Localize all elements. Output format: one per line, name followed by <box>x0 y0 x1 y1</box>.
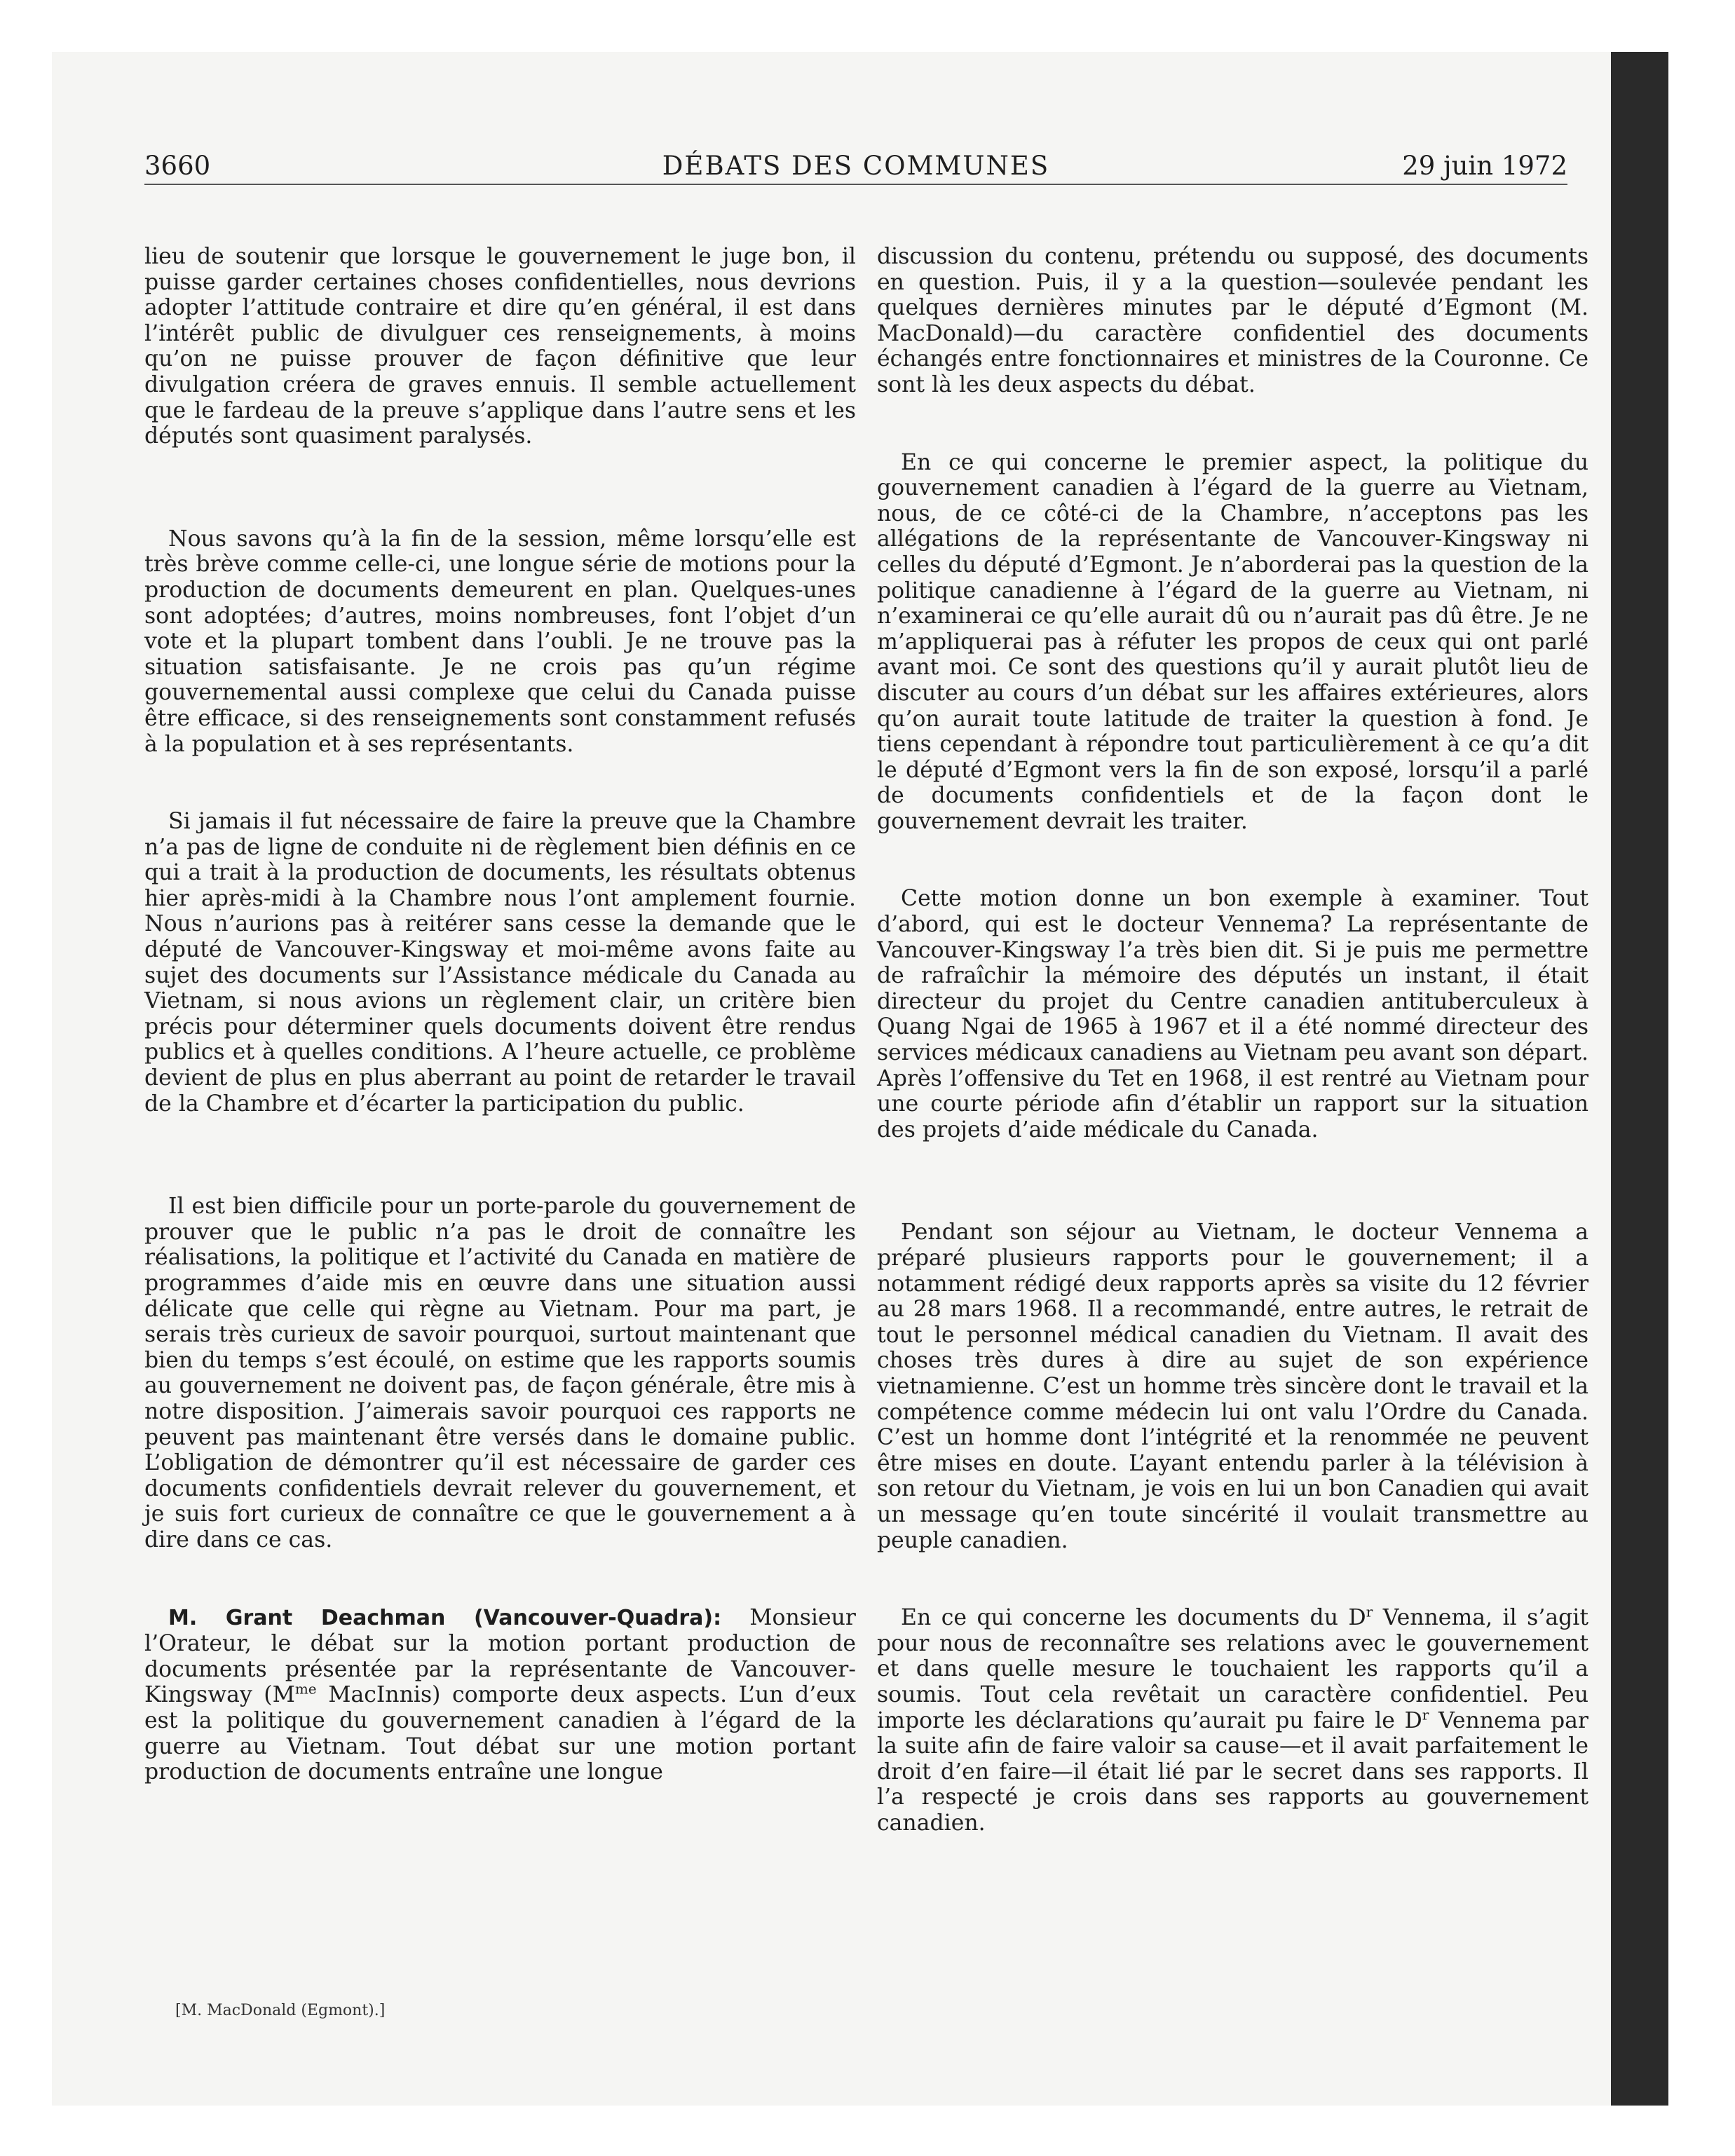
page-date: 29 juin 1972 <box>1402 151 1567 181</box>
paragraph-text: Vennema par la suite afin de faire valoir sa cause—et il avait parfaitement le droit d’en faire—il était lié par le secret dans ses rapports. Il l’a respecté je crois dans ses rapports au gouvernement canadien. <box>877 1707 1588 1836</box>
superscript: r <box>1366 1603 1373 1621</box>
speech-text: Monsieur l’Orateur, le débat sur la motion portant production de documents présentée par la représentante de Vancouver-Kingsway (M <box>144 1604 856 1708</box>
page-number: 3660 <box>144 151 211 181</box>
paragraph: Nous savons qu’à la fin de la session, même lorsqu’elle est très brève comme celle-ci, une longue série de motions pour la production de documents demeurent en plan. Quelques-unes sont adoptées; d’autres, moins nombreuses, font l’objet d’un vote et la plupart tombent dans l’oubli. Je ne trouve pas la situation satisfaisante. Je ne crois pas qu’un régime gouvernemental aussi complexe que celui du Canada puisse être efficace, si des renseignements sont constamment refusés à la population et à ses représentants. <box>144 526 856 757</box>
speech-text: MacInnis) comporte deux aspects. L’un d’eux est la politique du gouvernement canadien à l’égard de la guerre au Vietnam. Tout débat sur une motion portant production de documents entraîne une longue <box>144 1682 856 1785</box>
binding-edge <box>1611 52 1668 2106</box>
paragraph: Il est bien difficile pour un porte-parole du gouvernement de prouver que le public n’a pas le droit de connaître les réalisations, la politique et l’activité du Canada en matière de programmes d’aide mis en œuvre dans une situation aussi délicate que celle qui règne au Vietnam. Pour ma part, je serais très curieux de savoir pourquoi, surtout maintenant que bien du temps s’est écoulé, on estime que les rapports soumis au gouvernement ne doivent pas, de façon générale, être mis à notre disposition. J’aimerais savoir pourquoi ces rapports ne peuvent pas maintenant être versés dans le domaine public. L’obligation de démontrer qu’il est nécessaire de garder ces documents confidentiels devrait relever du gouvernement, et je suis fort curieux de connaître ce que le gouvernement a à dire dans ce cas. <box>144 1194 856 1553</box>
superscript: r <box>1422 1706 1429 1723</box>
footnote: [M. MacDonald (Egmont).] <box>175 2002 386 2019</box>
paragraph: En ce qui concerne le premier aspect, la politique du gouvernement canadien à l’égard de la guerre au Vietnam, nous, de ce côté-ci de la Chambre, n’acceptons pas les allégations de la représentante de Vancouver-Kingsway ni celles du député d’Egmont. Je n’aborderai pas la question de la politique canadienne à l’égard de la guerre au Vietnam, ni n’examinerai ce qu’elle aurait dû ou n’aurait pas dû être. Je ne m’appliquerai pas à réfuter les propos de ceux qui ont parlé avant moi. Ce sont des questions qu’il y aurait plutôt lieu de discuter au cours d’un débat sur les affaires extérieures, alors qu’on aurait toute latitude de traiter la question à fond. Je tiens cependant à répondre tout particulièrement à ce qu’a dit le député d’Egmont vers la fin de son exposé, lorsqu’il a parlé de documents confidentiels et de la façon dont le gouvernement devrait les traiter. <box>877 449 1588 834</box>
paragraph: Pendant son séjour au Vietnam, le docteur Vennema a préparé plusieurs rapports pour le gouvernement; il a notamment rédigé deux rapports après sa visite du 12 février au 28 mars 1968. Il a recommandé, entre autres, le retrait de tout le personnel médical canadien du Vietnam. Il avait des choses très dures à dire au sujet de son expérience vietnamienne. C’est un homme très sincère dont le travail et la compétence comme médecin lui ont valu l’Ordre du Canada. C’est un homme dont l’intégrité et la renommée ne peuvent être mises en doute. L’ayant entendu parler à la télévision à son retour du Vietnam, je vois en lui un bon Canadien qui avait un message qu’en toute sincérité il voulait transmettre au peuple canadien. <box>877 1220 1588 1553</box>
left-column <box>144 244 856 1785</box>
paragraph <box>877 1605 1588 1836</box>
paragraph: lieu de soutenir que lorsque le gouvernement le juge bon, il puisse garder certaines choses confidentielles, nous devrions adopter l’attitude contraire et dire qu’en général, il est dans l’intérêt public de divulguer ces renseignements, à moins qu’on ne puisse prouver de façon définitive que leur divulgation créera de graves ennuis. Il semble actuellement que le fardeau de la preuve s’applique dans l’autre sens et les députés sont quasiment paralysés. <box>144 244 856 449</box>
paragraph: Si jamais il fut nécessaire de faire la preuve que la Chambre n’a pas de ligne de conduite ni de règlement bien définis en ce qui a trait à la production de documents, les résultats obtenus hier après-midi à la Chambre nous l’ont amplement fournie. Nous n’aurions pas à reitérer sans cesse la demande que le député de Vancouver-Kingsway et moi-même avons faite au sujet des documents sur l’Assistance médicale du Canada au Vietnam, si nous avions un règlement clair, un critère bien précis pour déterminer quels documents doivent être rendus publics et à quelles conditions. A l’heure actuelle, ce problème devient de plus en plus aberrant au point de retarder le travail de la Chambre et d’écarter la participation du public. <box>144 809 856 1117</box>
page-title: DÉBATS DES COMMUNES <box>662 151 1050 181</box>
right-column <box>877 244 1588 1836</box>
superscript: me <box>294 1680 317 1698</box>
speech-paragraph <box>144 1605 856 1785</box>
paragraph-text: En ce qui concerne les documents du D <box>901 1605 1366 1631</box>
paragraph: discussion du contenu, prétendu ou supposé, des documents en question. Puis, il y a la question—soulevée pendant les quelques dernières minutes par le député d’Egmont (M. MacDonald)—du caractère confidentiel des documents échangés entre fonctionnaires et ministres de la Couronne. Ce sont là les deux aspects du débat. <box>877 244 1588 397</box>
paragraph: Cette motion donne un bon exemple à examiner. Tout d’abord, qui est le docteur Vennema? La représentante de Vancouver-Kingsway l’a très bien dit. Si je puis me permettre de rafraîchir la mémoire des députés un instant, il était directeur du projet du Centre canadien antituberculeux à Quang Ngai de 1965 à 1967 et il a été nommé directeur des services médicaux canadiens au Vietnam peu avant son départ. Après l’offensive du Tet en 1968, il est rentré au Vietnam pour une courte période afin d’établir un rapport sur la situation des projets d’aide médicale du Canada. <box>877 886 1588 1142</box>
speaker-name: M. Grant Deachman (Vancouver-Quadra): <box>168 1605 722 1630</box>
page-header <box>144 149 1567 185</box>
paragraph-text: Vennema, il s’agit pour nous de reconnaître ses relations avec le gouvernement et dans quelle mesure le touchaient les rapports qu’il a soumis. Tout cela revêtait un caractère confidentiel. Peu importe les déclarations qu’aurait pu faire le D <box>877 1605 1589 1733</box>
